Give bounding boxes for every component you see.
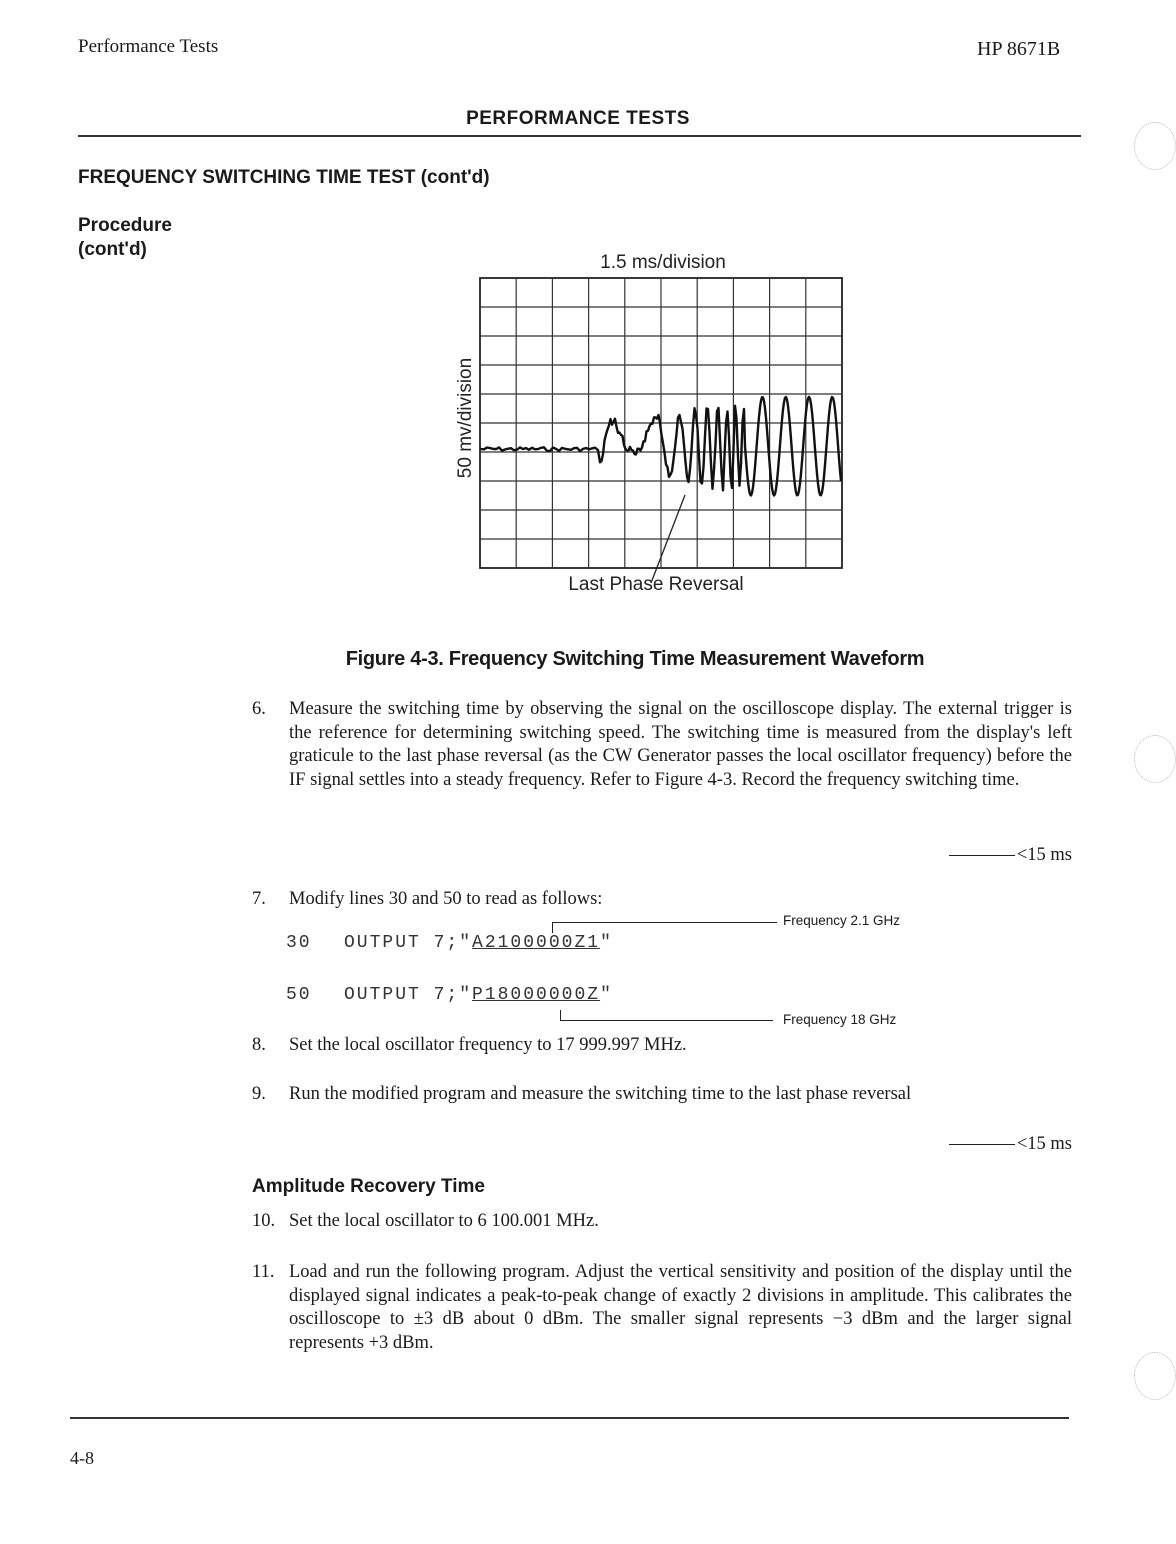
code-command: OUTPUT 7;": [344, 985, 473, 1005]
code-quote: ": [600, 985, 613, 1005]
page-number: 4-8: [70, 1448, 94, 1468]
code-argument: P18000000Z: [472, 985, 601, 1005]
amplitude-recovery-heading: Amplitude Recovery Time: [252, 1176, 486, 1197]
running-header-right: HP 8671B: [977, 38, 1061, 60]
procedure-label: Procedure: [78, 215, 172, 236]
test-title: FREQUENCY SWITCHING TIME TEST (cont'd): [78, 167, 490, 188]
volt-scale-label: 50 mv/division: [455, 357, 476, 479]
step-number: 11.: [252, 1262, 275, 1282]
step-text: Measure the switching time by observing the signal on the oscilloscope display. The external trigger is the reference for determining switching speed. The switching time is measured from the display's left graticule to the last phase reversal (as the CW Generator passes the local oscillator frequency) before the IF signal settles into a steady frequency. Refer to Figure 4-3. Record the frequency switching time.: [289, 699, 1072, 790]
header-rule: [78, 135, 1081, 137]
code-command: OUTPUT 7;": [344, 933, 473, 953]
code-line-30: [286, 933, 613, 953]
code-line-50: [286, 985, 613, 1005]
step-text: Load and run the following program. Adjust the vertical sensitivity and position of the display until the displayed signal indicates a peak-to-peak change of exactly 2 divisions in amplitude. This calibrates the oscilloscope to ±3 dB about 0 dBm. The smaller signal represents −3 dBm and the larger signal represents +3 dBm.: [289, 1262, 1072, 1353]
record-limit: <15 ms: [1016, 1134, 1072, 1154]
step-text: Modify lines 30 and 50 to read as follows:: [289, 889, 603, 909]
code-argument: A2100000Z1: [472, 933, 601, 953]
step-7: [252, 888, 1072, 912]
step-9: [252, 1083, 1072, 1107]
punch-hole: [1134, 1352, 1176, 1400]
step-text: Set the local oscillator frequency to 17 999.997 MHz.: [289, 1035, 687, 1055]
step-8: [252, 1034, 1072, 1058]
code-quote: ": [600, 933, 613, 953]
step-11: [252, 1261, 1072, 1355]
footer-rule: [70, 1417, 1069, 1419]
step-10: [252, 1210, 1072, 1234]
step-number: 9.: [252, 1084, 266, 1104]
running-header-left: Performance Tests: [78, 36, 219, 57]
procedure-contd-label: (cont'd): [78, 239, 147, 260]
record-blank[interactable]: [949, 1144, 1015, 1145]
section-title: PERFORMANCE TESTS: [466, 108, 690, 129]
record-limit: <15 ms: [1016, 845, 1072, 865]
time-scale-label: 1.5 ms/division: [600, 252, 726, 273]
step-number: 6.: [252, 699, 266, 719]
punch-hole: [1134, 122, 1176, 170]
annotation-bracket-50: [560, 1010, 773, 1021]
step-number: 10.: [252, 1211, 276, 1231]
punch-hole: [1134, 735, 1176, 783]
annotation-frequency-18: Frequency 18 GHz: [783, 1012, 897, 1027]
annotation-frequency-2-1: Frequency 2.1 GHz: [783, 913, 901, 928]
code-line-number: 30: [286, 933, 312, 953]
record-field-step-9[interactable]: [924, 1134, 1072, 1155]
step-number: 8.: [252, 1035, 266, 1055]
record-field-step-6[interactable]: [924, 845, 1072, 866]
step-number: 7.: [252, 889, 266, 909]
phase-reversal-annotation: Last Phase Reversal: [568, 574, 744, 595]
code-line-number: 50: [286, 985, 312, 1005]
step-6: [252, 698, 1072, 792]
figure-caption: Figure 4-3. Frequency Switching Time Measurement Waveform: [345, 648, 925, 670]
step-text: Set the local oscillator to 6 100.001 MHz.: [289, 1211, 599, 1231]
step-text: Run the modified program and measure the switching time to the last phase reversal: [289, 1084, 912, 1104]
oscilloscope-figure: [430, 240, 870, 610]
record-blank[interactable]: [949, 855, 1015, 856]
annotation-bracket-30: [552, 922, 777, 933]
